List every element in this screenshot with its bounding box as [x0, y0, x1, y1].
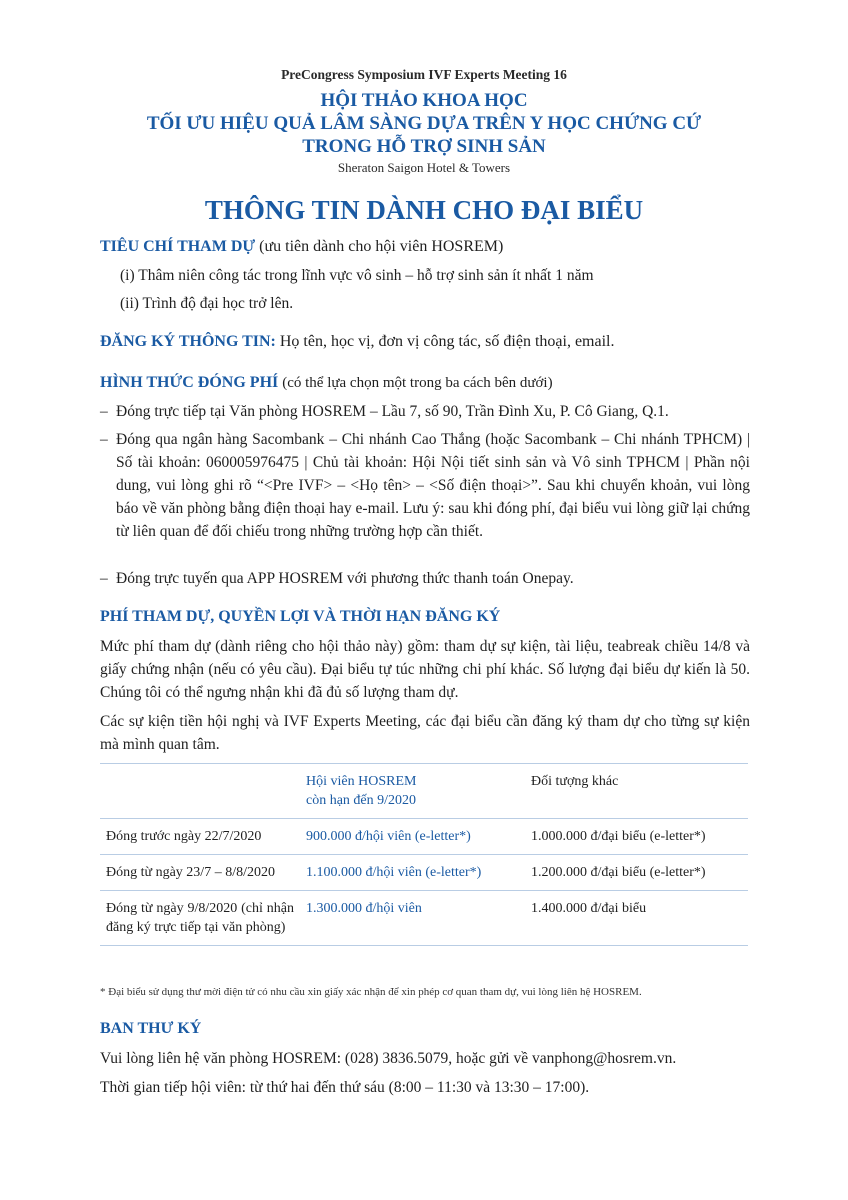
member-column-subtitle: còn hạn đến 9/2020 [306, 793, 417, 808]
payment-option: – Đóng trực tuyến qua APP HOSREM với phương thức thanh toán Onepay. [100, 570, 574, 587]
secretariat-hours: Thời gian tiếp hội viên: từ thứ hai đến thứ sáu (8:00 – 11:30 và 13:30 – 17:00). [100, 1079, 590, 1096]
criteria-item-text: Trình độ đại học trở lên. [142, 295, 294, 312]
criteria-item-text: Thâm niên công tác trong lĩnh vực vô sinh – hỗ trợ sinh sản ít nhất 1 năm [138, 267, 594, 284]
criteria-item [120, 264, 770, 288]
criteria-note: (ưu tiên dành cho hội viên HOSREM) [259, 238, 504, 255]
other-fee-cell: 1.000.000 đ/đại biểu (e-letter*) [531, 829, 706, 844]
criteria-item-num: (ii) [120, 295, 139, 312]
member-column-header [300, 764, 525, 819]
payment-option: – Đóng qua ngân hàng Sacombank – Chi nhánh Cao Thắng (hoặc Sacombank – Chi nhánh TPHCM) | Số tài khoản: 060005976475 | Chủ tài khoản: Hội Nội tiết sinh sản và Vô sinh TPHCM | Phần nội dung, vui lòng ghi rõ “<Pre IVF> – <Họ tên> – <Số điện thoại>”. Sau khi chuyển khoản, vui lòng báo về văn phòng bằng điện thoại hay e-mail. Lưu ý: sau khi đóng phí, đại biểu vui lòng giữ lại chứng từ liên quan để đối chiếu trong những trường hợp cần thiết. [100, 431, 750, 540]
other-fee-cell: 1.200.000 đ/đại biểu (e-letter*) [531, 865, 706, 880]
criteria-heading: TIÊU CHÍ THAM DỰ [100, 238, 256, 255]
title-line-3: TRONG HỖ TRỢ SINH SẢN [302, 136, 546, 157]
fees-heading: PHÍ THAM DỰ, QUYỀN LỢI VÀ THỜI HẠN ĐĂNG KÝ [100, 608, 501, 625]
payment-heading: HÌNH THỨC ĐÓNG PHÍ [100, 374, 279, 391]
fees-paragraph: Mức phí tham dự (dành riêng cho hội thảo này) gồm: tham dự sự kiện, tài liệu, teabreak chiều 14/8 và giấy chứng nhận (nếu có yêu cầu). Đại biểu tự túc những chi phí khác. Số lượng đại biểu dự kiến là 50. Chúng tôi có thể ngưng nhận khi đã đủ số lượng tham dự. [100, 638, 750, 701]
criteria-item-num: (i) [120, 267, 135, 284]
other-column-header: Đối tượng khác [531, 774, 619, 789]
criteria-item [120, 292, 770, 316]
period-cell: Đóng từ ngày 9/8/2020 (chỉ nhận đăng ký trực tiếp tại văn phòng) [106, 901, 294, 935]
title-line-1: HỘI THẢO KHOA HỌC [320, 90, 528, 111]
footnote: * Đại biểu sử dụng thư mời điện tử có nhu cầu xin giấy xác nhận để xin phép cơ quan tham dự, vui lòng liên hệ HOSREM. [100, 986, 642, 998]
criteria-section [100, 238, 503, 256]
secretariat-heading: BAN THƯ KÝ [100, 1020, 202, 1037]
fee-table [100, 763, 748, 946]
payment-section [100, 374, 553, 392]
page-title: THÔNG TIN DÀNH CHO ĐẠI BIỂU [204, 195, 644, 225]
payment-note: (có thể lựa chọn một trong ba cách bên dưới) [282, 375, 553, 391]
fees-section [100, 608, 500, 626]
registration-text: Họ tên, học vị, đơn vị công tác, số điện thoại, email. [279, 333, 615, 350]
registration-section [100, 333, 614, 351]
payment-option-text: Đóng trực tuyến qua APP HOSREM với phương thức thanh toán Onepay. [116, 570, 574, 587]
secretariat-section [100, 1020, 201, 1038]
payment-option-text: Đóng qua ngân hàng Sacombank – Chi nhánh Cao Thắng (hoặc Sacombank – Chi nhánh TPHCM) | Số tài khoản: 060005976475 | Chủ tài khoản: Hội Nội tiết sinh sản và Vô sinh TPHCM | Phần nội dung, vui lòng ghi rõ “<Pre IVF> – <Họ tên> – <Số điện thoại>”. Sau khi chuyển khoản, vui lòng báo về văn phòng bằng điện thoại hay e-mail. Lưu ý: sau khi đóng phí, đại biểu vui lòng giữ lại chứng từ liên quan để đối chiếu trong những trường hợp cần thiết. [116, 431, 750, 540]
title-line-2: TỐI ƯU HIỆU QUẢ LÂM SÀNG DỰA TRÊN Y HỌC CHỨNG CỨ [146, 113, 702, 134]
fee-table-header [100, 764, 748, 819]
registration-heading: ĐĂNG KÝ THÔNG TIN: [100, 333, 276, 350]
member-fee-cell: 1.100.000 đ/hội viên (e-letter*) [306, 865, 482, 880]
payment-option-text: Đóng trực tiếp tại Văn phòng HOSREM – Lầu 7, số 90, Trần Đình Xu, P. Cô Giang, Q.1. [116, 403, 669, 420]
member-column-title: Hội viên HOSREM [306, 774, 417, 789]
table-row [100, 891, 748, 946]
event-name: PreCongress Symposium IVF Experts Meeting 16 [281, 67, 567, 82]
member-fee-cell: 900.000 đ/hội viên (e-letter*) [306, 829, 471, 844]
fees-paragraph: Các sự kiện tiền hội nghị và IVF Experts Meeting, các đại biểu cần đăng ký tham dự cho từng sự kiện mà mình quan tâm. [100, 713, 750, 753]
table-row [100, 819, 748, 855]
member-fee-cell: 1.300.000 đ/hội viên [306, 901, 422, 916]
secretariat-contact: Vui lòng liên hệ văn phòng HOSREM: (028) 3836.5079, hoặc gửi về vanphong@hosrem.vn. [100, 1050, 677, 1067]
payment-option: – Đóng trực tiếp tại Văn phòng HOSREM – Lầu 7, số 90, Trần Đình Xu, P. Cô Giang, Q.1. [100, 403, 669, 420]
period-cell: Đóng trước ngày 22/7/2020 [106, 829, 262, 844]
period-cell: Đóng từ ngày 23/7 – 8/8/2020 [106, 865, 275, 880]
table-row [100, 855, 748, 891]
other-fee-cell: 1.400.000 đ/đại biểu [531, 901, 647, 916]
venue: Sheraton Saigon Hotel & Towers [337, 160, 511, 175]
